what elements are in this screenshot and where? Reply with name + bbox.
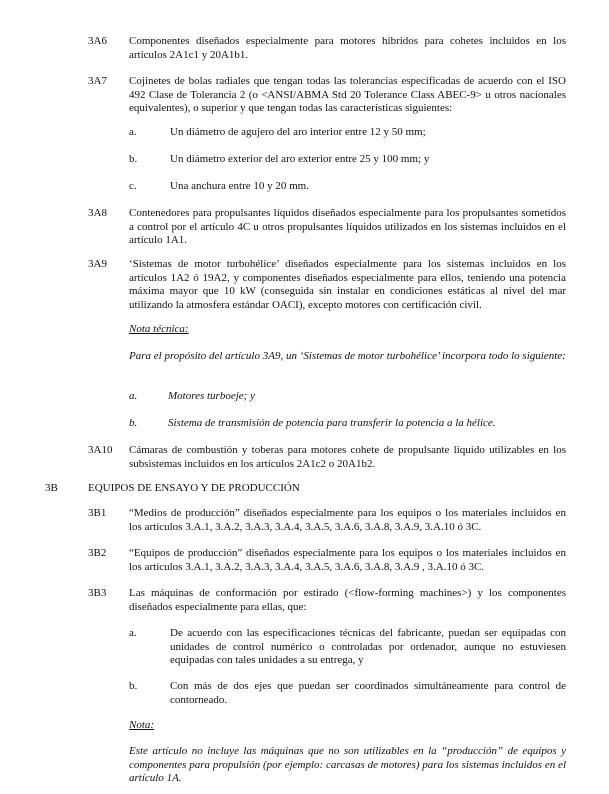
sub-text-3a7-b: Un diámetro exterior del aro exterior entre 25 y 100 mm; y bbox=[170, 153, 430, 165]
item-text-3a6: Componentes diseñados especialmente para motores híbridos para cohetes incluidos en los artículos 2A1c1 y 20A1b1. bbox=[129, 35, 566, 61]
sub-text-3a7-c: Una anchura entre 10 y 20 mm. bbox=[170, 180, 309, 192]
sub-text-3a9-b: Sistema de transmisión de potencia para transferir la potencia a la hélice. bbox=[168, 417, 496, 429]
sub-text-3a7-a: Un diámetro de agujero del aro interior entre 12 y 50 mm; bbox=[170, 126, 426, 138]
item-code-3a10: 3A10 bbox=[88, 444, 113, 456]
sub-letter-3b3-b: b. bbox=[129, 680, 138, 692]
section-title-3b: EQUIPOS DE ENSAYO Y DE PRODUCCIÓN bbox=[88, 482, 300, 494]
sub-text-3b3-a: De acuerdo con las especificaciones técnicas del fabricante, puedan ser equipadas con unidades de control numérico o controladas por ordenador, aunque no estuviesen equipadas con tales unidades a su entrega, y bbox=[170, 627, 566, 666]
item-code-3b2: 3B2 bbox=[88, 547, 107, 559]
item-code-3a7: 3A7 bbox=[88, 75, 107, 87]
sub-letter-3b3-a: a. bbox=[129, 627, 137, 639]
sub-letter-3a9-b: b. bbox=[129, 417, 138, 429]
item-text-3a8: Contenedores para propulsantes líquidos diseñados especialmente para los propulsantes sometidos a control por el artículo 4C u otros propulsantes líquidos utilizados en los sistemas incluidos en el artículo 1A1. bbox=[129, 207, 566, 246]
technical-note-text-3a9: Para el propósito del artículo 3A9, un ‘Sistemas de motor turbohélice’ incorpora todo lo siguiente: bbox=[129, 350, 566, 362]
item-code-3b1: 3B1 bbox=[88, 507, 107, 519]
sub-letter-3a7-b: b. bbox=[129, 153, 138, 165]
note-title-3b3: Nota: bbox=[129, 719, 155, 731]
sub-text-3a9-a: Motores turboeje; y bbox=[168, 390, 255, 402]
sub-letter-3a7-c: c. bbox=[129, 180, 137, 192]
sub-letter-3a7-a: a. bbox=[129, 126, 137, 138]
technical-note-title-3a9: Nota técnica: bbox=[129, 323, 189, 335]
note-text-3b3: Este artículo no incluye las máquinas que no son utilizables en la “producción” de equipos y componentes para propulsión (por ejemplo: carcasas de motores) para los sistemas incluidos en el artículo 1A. bbox=[129, 745, 566, 784]
item-text-3b1: “Medios de producción” diseñados especialmente para los equipos o los materiales incluidos en los artículos 3.A.1, 3.A.2, 3.A.3, 3.A.4, 3.A.5, 3.A.6, 3.A.8, 3.A.9, 3.A.10 ó 3C. bbox=[129, 507, 566, 533]
section-code-3b: 3B bbox=[45, 482, 58, 494]
item-code-3a8: 3A8 bbox=[88, 207, 107, 219]
item-code-3b3: 3B3 bbox=[88, 587, 107, 599]
item-text-3a9: ‘Sistemas de motor turbohélice’ diseñados especialmente para los sistemas incluidos en los artículos 1A2 ó 19A2, y componentes diseñados especialmente para ellos, teniendo una potencia máxima mayor que 10 kW (conseguida sin instalar en condiciones estáticas al nivel del mar utilizando la atmosfera estándar OACI), excepto motores con certificación civil. bbox=[129, 258, 566, 311]
item-text-3a7: Cojinetes de bolas radiales que tengan todas las tolerancias especificadas de acuerdo con el ISO 492 Clase de Tolerancia 2 (o <ANSI/ABMA Std 20 Tolerance Class ABEC-9> u otros nacionales equivalentes), o superior y que tengan todas las características siguientes: bbox=[129, 75, 566, 114]
item-text-3a10: Cámaras de combustión y toberas para motores cohete de propulsante liquido utilizables en los subsistemas incluidos en los artículos 2A1c2 o 20A1b2. bbox=[129, 444, 566, 470]
item-text-3b2: “Equipos de producción” diseñados especialmente para los equipos o los materiales incluidos en los artículos 3.A.1, 3.A.2, 3.A.3, 3.A.4, 3.A.5, 3.A.6, 3.A.8, 3.A.9 , 3.A.10 ó 3C. bbox=[129, 547, 566, 573]
item-code-3a6: 3A6 bbox=[88, 35, 107, 47]
sub-text-3b3-b: Con más de dos ejes que puedan ser coordinados simultáneamente para control de contorneado. bbox=[170, 680, 566, 706]
item-code-3a9: 3A9 bbox=[88, 258, 107, 270]
item-text-3b3: Las máquinas de conformación por estirado (<flow-forming machines>) y los componentes diseñados especialmente para ellas, que: bbox=[129, 587, 566, 613]
sub-letter-3a9-a: a. bbox=[129, 390, 138, 402]
